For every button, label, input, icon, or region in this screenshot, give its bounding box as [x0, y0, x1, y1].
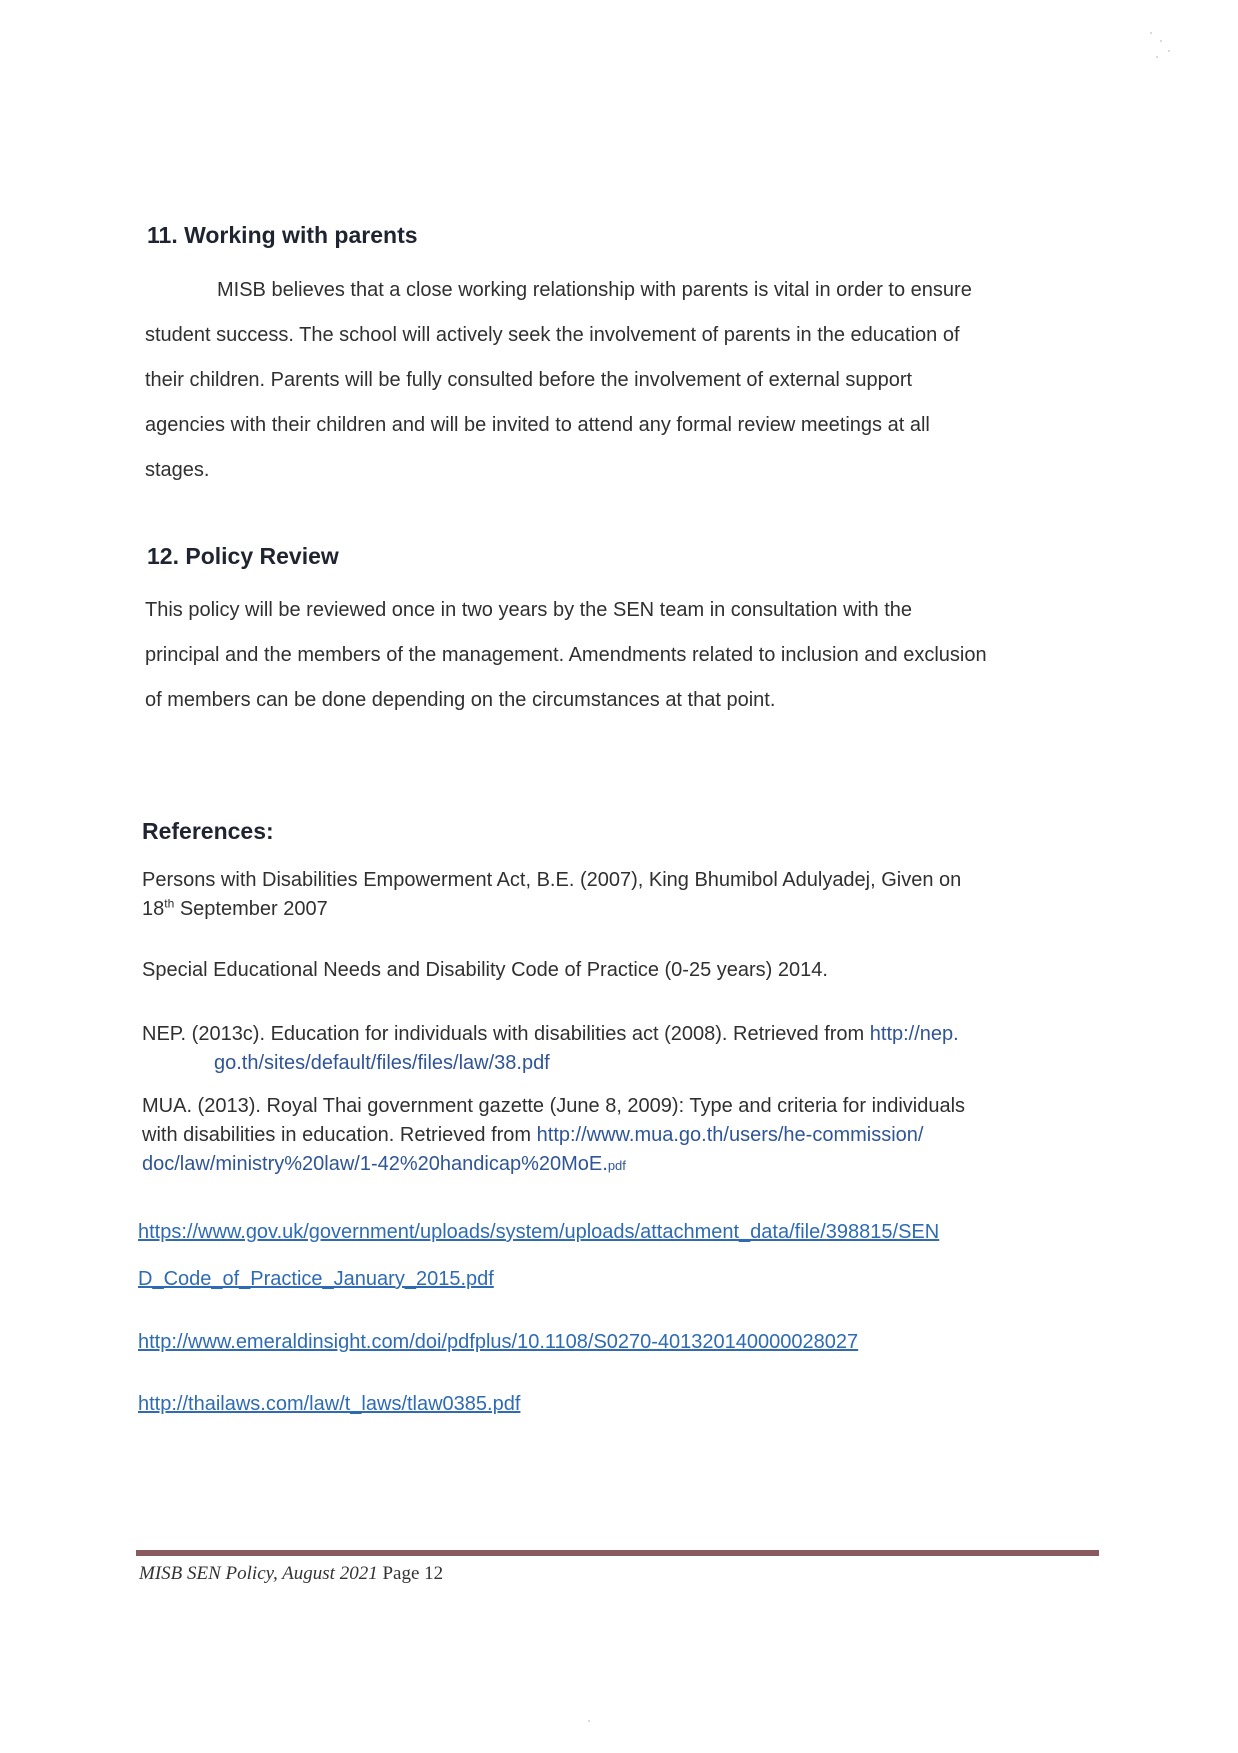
- references-heading: References:: [142, 818, 274, 844]
- reference-url-1-line-1[interactable]: https://www.gov.uk/government/uploads/system/uploads/attachment_data/file/398815/SEN: [138, 1221, 940, 1243]
- section-11-line-3: their children. Parents will be fully consulted before the involvement of external support: [145, 369, 913, 391]
- reference-4-line-2: [142, 1121, 965, 1150]
- reference-url-3[interactable]: http://thailaws.com/law/t_laws/tlaw0385.pdf: [138, 1393, 521, 1415]
- scan-speck: [1150, 32, 1152, 34]
- section-11-line-4: agencies with their children and will be invited to attend any formal review meetings at all: [145, 414, 930, 436]
- footer-page-number: Page 12: [377, 1563, 444, 1584]
- section-12-line-1: This policy will be reviewed once in two years by the SEN team in consultation with the: [145, 599, 913, 621]
- section-12-line-2: principal and the members of the management. Amendments related to inclusion and exclusion: [145, 644, 987, 666]
- section-12-body: [145, 588, 987, 723]
- scan-speck: [1160, 40, 1162, 42]
- reference-url-1-line-2[interactable]: D_Code_of_Practice_January_2015.pdf: [138, 1268, 494, 1290]
- reference-1-rest: September 2007: [174, 898, 328, 920]
- footer-doc-title: MISB SEN Policy, August 2021: [139, 1563, 378, 1584]
- scan-speck: [1156, 56, 1158, 58]
- section-11-line-1: MISB believes that a close working relationship with parents is vital in order to ensure: [217, 279, 972, 301]
- footer-rule: [136, 1550, 1099, 1556]
- section-12-heading: 12. Policy Review: [147, 543, 339, 569]
- reference-3: [142, 1020, 959, 1078]
- reference-4-line-1: MUA. (2013). Royal Thai government gazette (June 8, 2009): Type and criteria for individuals: [142, 1095, 966, 1117]
- reference-1-sup: th: [164, 896, 175, 911]
- reference-url-2[interactable]: http://www.emeraldinsight.com/doi/pdfplus/10.1108/S0270-401320140000028027: [138, 1331, 859, 1353]
- section-12-line-3: of members can be done depending on the circumstances at that point.: [145, 689, 776, 711]
- page-footer: [139, 1563, 443, 1585]
- reference-1-line-2: [142, 895, 961, 924]
- reference-1-day: 18: [142, 898, 165, 920]
- section-11-line-5: stages.: [145, 459, 210, 481]
- reference-2: Special Educational Needs and Disability Code of Practice (0-25 years) 2014.: [142, 959, 828, 981]
- section-11-line-2: student success. The school will actively seek the involvement of parents in the education of: [145, 324, 960, 346]
- reference-3-text: NEP. (2013c). Education for individuals with disabilities act (2008). Retrieved from: [142, 1023, 870, 1045]
- scan-speck: [588, 1720, 590, 1722]
- reference-4-line-3: [142, 1150, 965, 1180]
- reference-4-link-part-1[interactable]: http://www.mua.go.th/users/he-commission/: [536, 1124, 924, 1146]
- scan-speck: [1168, 50, 1170, 52]
- section-11-heading: 11. Working with parents: [147, 222, 418, 248]
- reference-4-link-part-2[interactable]: doc/law/ministry%20law/1-42%20handicap%20MoE.: [142, 1153, 608, 1175]
- reference-4-extension[interactable]: pdf: [607, 1158, 626, 1173]
- reference-1-line-1: Persons with Disabilities Empowerment Act, B.E. (2007), King Bhumibol Adulyadej, Given on: [142, 869, 962, 891]
- reference-1: [142, 866, 961, 924]
- reference-3-link-part-1[interactable]: http://nep.: [869, 1023, 959, 1045]
- reference-4-text: with disabilities in education. Retrieved from: [142, 1124, 537, 1146]
- section-11-body: [145, 268, 972, 493]
- reference-3-link-part-2[interactable]: go.th/sites/default/files/files/law/38.pdf: [214, 1052, 550, 1074]
- reference-4: [142, 1092, 965, 1180]
